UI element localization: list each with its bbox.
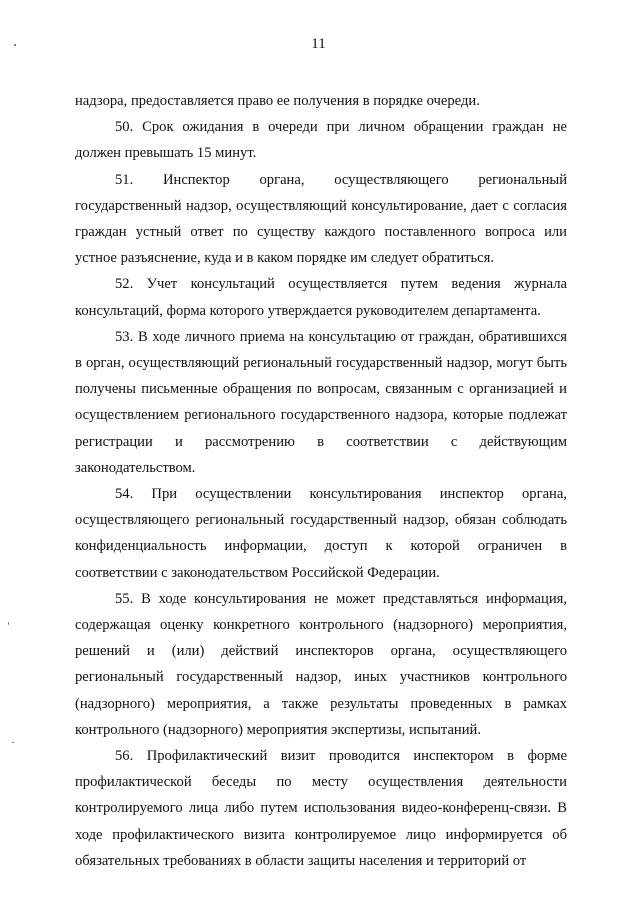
paragraph-53: 53. В ходе личного приема на консультацию от граждан, обратившихся в орган, осуществляющий региональный государственный надзор, могут быть получены письменные обращения по вопросам, связанным с организацией и осуществлением регионального государственного надзора, которые подлежат регистрации и рассмотрению в соответствии с действующим законодательством.: [75, 328, 567, 476]
scan-speck: [8, 622, 9, 625]
paragraph-56: 56. Профилактический визит проводится инспектором в форме профилактической беседы по месту осуществления деятельности контролируемого лица либо путем использования видео-конференц-связи. В ходе профилактического визита контролируемое лицо информируется об обязательных требованиях в области защиты населения и территорий от: [75, 748, 567, 869]
paragraph-51: 51. Инспектор органа, осуществляющего региональный государственный надзор, осуществляющий консультирование, дает с согласия граждан устный ответ по существу каждого поставленного вопроса или устное разъяснение, куда и в каком порядке им следует обратиться.: [75, 171, 567, 267]
paragraph-54: 54. При осуществлении консультирования инспектор органа, осуществляющего региональный государственный надзор, обязан соблюдать конфиденциальность информации, доступ к которой ограничен в соответствии с законодательством Российской Федерации.: [75, 486, 567, 581]
paragraph-50: 50. Срок ожидания в очереди при личном обращении граждан не должен превышать 15 минут.: [75, 119, 567, 162]
paragraph-continuation: надзора, предоставляется право ее получения в порядке очереди.: [75, 93, 480, 109]
paragraph-52: 52. Учет консультаций осуществляется путем ведения журнала консультаций, форма которого утверждается руководителем департамента.: [75, 276, 567, 319]
scan-speck: [12, 742, 14, 743]
document-body: [75, 88, 567, 874]
page-number: 11: [311, 36, 326, 52]
paragraph-55: 55. В ходе консультирования не может представляться информация, содержащая оценку конкретного контрольного (надзорного) мероприятия, решений и (или) действий инспекторов органа, осуществляющего региональный государственный надзор, иных участников контрольного (надзорного) мероприятия, а также результаты проведенных в рамках контрольного (надзорного) мероприятия экспертизы, испытаний.: [75, 590, 567, 738]
